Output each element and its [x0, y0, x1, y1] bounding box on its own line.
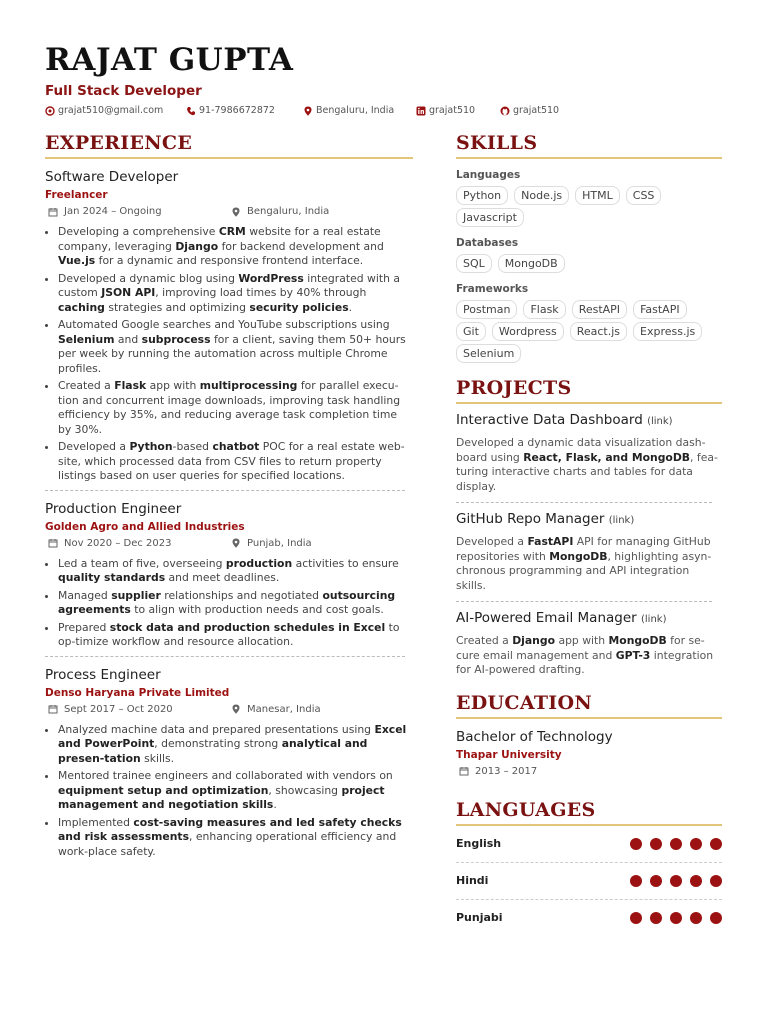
project-entry [456, 511, 722, 602]
job-meta [45, 206, 413, 217]
contact-email[interactable] [45, 105, 186, 116]
level-dot [710, 838, 722, 850]
calendar-icon [48, 704, 58, 714]
job-title: Software Developer [45, 169, 179, 185]
contact-linkedin-text: grajat510 [429, 105, 476, 116]
job-entry [45, 169, 413, 491]
job-divider [45, 656, 405, 657]
language-name: English [456, 837, 502, 850]
bullet-item: • Managed supplier relationships and negotiated outsourcing agreements to align with production needs and cost goals. [58, 589, 413, 618]
project-divider [456, 601, 712, 602]
project-entry [456, 412, 722, 503]
job-title: Production Engineer [45, 500, 182, 517]
skill-tag: React.js [570, 322, 627, 341]
candidate-name: RAJAT GUPTA [45, 42, 294, 78]
job-entry [45, 501, 413, 657]
skill-tag: MongoDB [498, 254, 565, 273]
experience-heading: EXPERIENCE [45, 132, 193, 154]
project-title: AI-Powered Email Manager [456, 610, 637, 626]
languages-heading: LANGUAGES [456, 798, 596, 821]
contact-location-text: Bengaluru, India [316, 105, 395, 116]
skill-tag: Postman [456, 300, 517, 319]
level-dot [670, 912, 682, 924]
level-dot [650, 875, 662, 887]
level-dot [690, 838, 702, 850]
job-dates: Nov 2020 – Dec 2023 [64, 537, 172, 549]
project-title: GitHub Repo Manager [456, 511, 605, 527]
education-heading: EDUCATION [456, 691, 592, 714]
projects-heading: PROJECTS [456, 377, 572, 399]
level-dot [630, 912, 642, 924]
language-level [630, 912, 722, 924]
level-dot [630, 875, 642, 887]
bullet-item: • Analyzed machine data and prepared presentations using Excel and PowerPoint, demonstrating strong analytical and presen-tation skills. [58, 723, 413, 767]
language-name: Hindi [456, 874, 489, 887]
job-bullets [45, 557, 413, 650]
job-location: Manesar, India [247, 703, 321, 715]
skill-tag: CSS [626, 186, 662, 205]
job-dates: Sept 2017 – Oct 2020 [64, 703, 173, 715]
education-school: Thapar University [456, 748, 562, 761]
location-icon [303, 106, 313, 116]
skills-databases-tags [456, 254, 722, 273]
skill-tag: RestAPI [572, 300, 627, 319]
level-dot [650, 912, 662, 924]
education-rule [456, 717, 722, 719]
bullet-item: • Led a team of five, overseeing production activities to ensure quality standards and meet deadlines. [58, 557, 413, 586]
bullet-item: • Created a Flask app with multiprocessing for parallel execu-tion and concurrent image downloads, improving task handling efficiency by 35%, and reducing average task completion time by 30%. [58, 379, 413, 437]
contact-linkedin[interactable] [416, 105, 500, 116]
bullet-item: • Mentored trainee engineers and collaborated with vendors on equipment setup and optimization, showcasing project management and negotiation skills. [58, 769, 413, 813]
project-description: Created a Django app with MongoDB for se-cure email management and GPT-3 integration for AI-powered drafting. [456, 634, 714, 676]
skills-heading: SKILLS [456, 132, 538, 154]
left-column [45, 132, 413, 862]
project-link[interactable]: (link) [647, 416, 673, 427]
skill-tag: Node.js [514, 186, 569, 205]
language-level [630, 875, 722, 887]
language-row [456, 826, 722, 862]
bullet-item: • Automated Google searches and YouTube subscriptions using Selenium and subprocess for a client, saving them 50+ hours per week by running the automation across multiple Chrome profiles. [58, 318, 413, 376]
skill-tag: Selenium [456, 344, 521, 363]
location-icon [231, 207, 241, 217]
skill-tag: SQL [456, 254, 492, 273]
level-dot [650, 838, 662, 850]
bullet-item: • Developed a dynamic blog using WordPress integrated with a custom JSON API, improving load times by 40% through caching strategies and optimizing security policies. [58, 272, 413, 316]
location-icon [231, 538, 241, 548]
project-title: Interactive Data Dashboard [456, 412, 643, 428]
job-title: Process Engineer [45, 666, 161, 683]
level-dot [710, 875, 722, 887]
project-link[interactable]: (link) [641, 614, 667, 625]
level-dot [710, 912, 722, 924]
bullet-item: • Developed a Python-based chatbot POC for a real estate web-site, which processed data from CSV files to return property listings based on user queries for specified locations. [58, 440, 413, 484]
calendar-icon [459, 766, 469, 776]
job-dates: Jan 2024 – Ongoing [64, 206, 162, 217]
skill-tag: HTML [575, 186, 620, 205]
contact-email-text: grajat510@gmail.com [58, 105, 164, 116]
location-icon [231, 704, 241, 714]
job-company: Freelancer [45, 189, 108, 201]
project-link[interactable]: (link) [608, 515, 635, 526]
skills-languages-tags [456, 186, 722, 227]
language-name: Punjabi [456, 911, 503, 924]
job-divider [45, 490, 405, 491]
contact-github[interactable] [500, 105, 559, 116]
project-entry [456, 610, 722, 678]
level-dot [690, 912, 702, 924]
project-description: Developed a dynamic data visualization dash-board using React, Flask, and MongoDB, fea-turing interactive charts and tables for data display. [456, 436, 718, 493]
contact-bar [45, 105, 559, 116]
projects-rule [456, 402, 722, 404]
education-meta [456, 766, 722, 777]
github-icon [500, 106, 510, 116]
skill-tag: Flask [523, 300, 565, 319]
calendar-icon [48, 207, 58, 217]
skill-tag: FastAPI [633, 300, 687, 319]
skill-tag: Express.js [633, 322, 702, 341]
job-meta [45, 538, 413, 549]
level-dot [670, 838, 682, 850]
level-dot [670, 875, 682, 887]
job-meta [45, 704, 413, 715]
job-bullets [45, 723, 413, 860]
contact-github-text: grajat510 [513, 105, 560, 116]
level-dot [630, 838, 642, 850]
calendar-icon [48, 538, 58, 548]
bullet-item: • Prepared stock data and production schedules in Excel to op-timize workflow and resource allocation. [58, 621, 413, 650]
level-dot [690, 875, 702, 887]
job-location: Bengaluru, India [247, 206, 330, 217]
linkedin-icon [416, 106, 426, 116]
skill-tag: Wordpress [492, 322, 564, 341]
contact-location [303, 105, 416, 116]
contact-phone[interactable] [186, 105, 303, 116]
job-entry [45, 667, 413, 860]
experience-rule [45, 157, 413, 159]
job-company: Golden Agro and Allied Industries [45, 520, 245, 533]
right-column [456, 132, 722, 936]
job-bullets [45, 225, 413, 484]
skill-tag: Git [456, 322, 486, 341]
skills-rule [456, 157, 722, 159]
skills-databases-label: Databases [456, 237, 519, 249]
job-location: Punjab, India [247, 537, 312, 549]
language-level [630, 838, 722, 850]
job-company: Denso Haryana Private Limited [45, 686, 230, 699]
language-row [456, 863, 722, 899]
contact-phone-text: 91-7986672872 [199, 105, 275, 116]
skill-tag: Python [456, 186, 508, 205]
at-icon [45, 106, 55, 116]
education-dates: 2013 – 2017 [475, 765, 538, 777]
skills-languages-label: Languages [456, 169, 521, 181]
bullet-item: • Developing a comprehensive CRM website for a real estate company, leveraging Django for backend development and Vue.js for a dynamic and responsive frontend interface. [58, 225, 413, 269]
skills-frameworks-label: Frameworks [456, 283, 529, 295]
candidate-role: Full Stack Developer [45, 83, 202, 99]
phone-icon [186, 106, 196, 116]
bullet-item: • Implemented cost-saving measures and led safety checks and risk assessments, enhancing operational efficiency and work-place safety. [58, 816, 413, 860]
skills-frameworks-tags [456, 300, 722, 363]
language-row [456, 900, 722, 936]
project-divider [456, 502, 712, 503]
education-degree: Bachelor of Technology [456, 728, 613, 745]
skill-tag: Javascript [456, 208, 524, 227]
project-description: Developed a FastAPI API for managing GitHub repositories with MongoDB, highlighting asyn-chronous programming and API integration skills. [456, 535, 712, 592]
